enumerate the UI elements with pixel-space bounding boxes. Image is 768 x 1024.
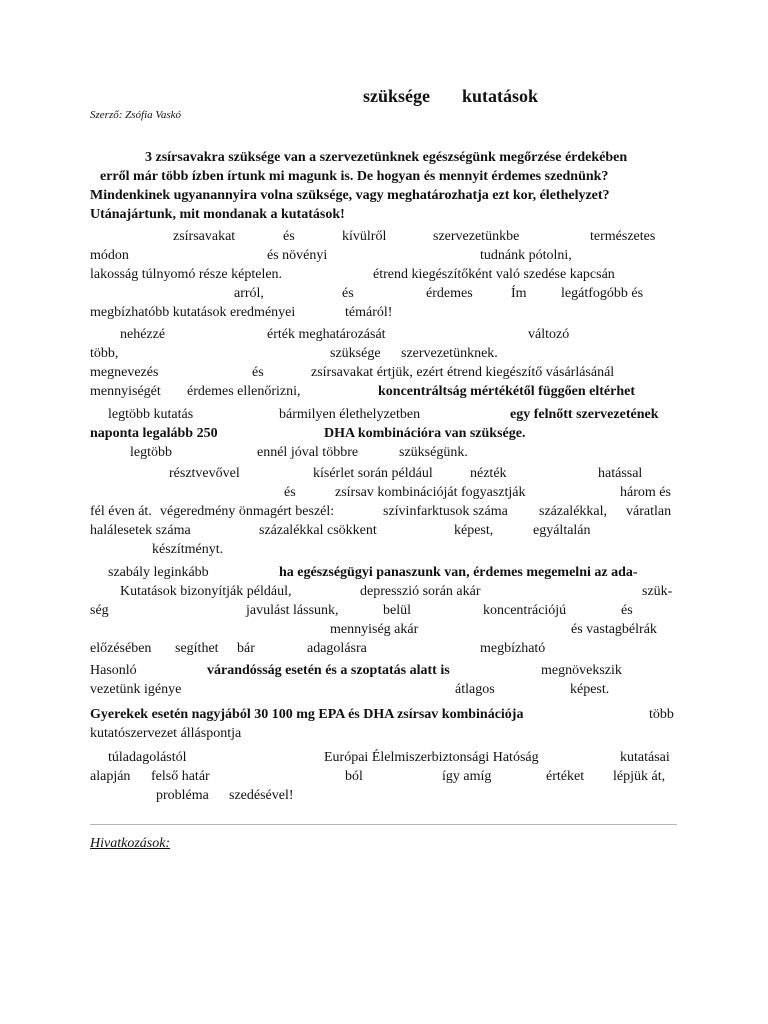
text-fragment: mennyiségét [90,384,161,399]
text-line [90,284,676,303]
text-fragment: érdemes [426,286,473,301]
text-fragment: zsírsavakat értjük, ezért étrend kiegészítő vásárlásánál [311,365,615,380]
text-fragment: tudnánk pótolni, [480,248,572,263]
text-line [90,227,676,246]
text-fragment: mennyiség akár [330,622,419,637]
text-line [90,325,676,344]
text-fragment: belül [383,603,411,618]
text-fragment: Hasonló [90,663,137,678]
text-fragment: lakosság túlnyomó része képtelen. [90,267,283,282]
text-line [90,661,676,680]
text-line [90,601,676,620]
text-fragment: kutatószervezet álláspontja [90,726,242,741]
text-fragment: megnövekszik [541,663,622,678]
text-fragment: nézték [470,466,507,481]
text-fragment: vezetünk igénye [90,682,182,697]
text-line [90,680,676,699]
text-fragment: Mindenkinek ugyanannyira volna szüksége, vagy meghatározhatja ezt kor, élethelyzet? [90,188,610,203]
references-heading: Hivatkozások: [90,836,171,851]
text-line [90,405,676,424]
text-fragment: Ím [511,286,527,301]
text-fragment: szüksége [330,346,381,361]
text-line [90,639,676,658]
text-fragment: legátfogóbb és [561,286,644,301]
text-fragment: szervezetünkbe [433,229,520,244]
text-line [90,620,676,639]
text-fragment: és [342,286,354,301]
text-fragment: résztvevővel [169,466,240,481]
text-line [90,424,676,443]
text-fragment: DHA kombinációra van szüksége. [324,426,526,441]
text-fragment: képest, [454,523,494,538]
text-line [90,167,676,186]
text-line [90,767,676,786]
text-fragment: ból [345,769,363,784]
text-line [90,786,676,805]
text-line [90,303,676,322]
text-fragment: és vastagbélrák [571,622,657,637]
text-fragment: érdemes ellenőrizni, [187,384,301,399]
text-fragment: és [252,365,264,380]
text-line [90,443,676,462]
text-fragment: javulást lássunk, [246,603,339,618]
text-fragment: megnevezés [90,365,159,380]
text-fragment: módon [90,248,129,263]
text-fragment: képest. [570,682,610,697]
text-fragment: ha egészségügyi panaszunk van, érdemes megemelni az ada- [279,565,638,580]
text-fragment: százalékkal csökkent [259,523,377,538]
text-fragment: három és [620,485,671,500]
text-fragment: segíthet [175,641,219,656]
text-fragment: egy felnőtt szervezetének [510,407,659,422]
text-fragment: végeredmény önmagért beszél: [160,504,335,519]
text-fragment: készítményt. [152,542,224,557]
text-fragment: fél éven át. [90,504,152,519]
text-line [90,205,676,224]
text-fragment: szívinfarktusok száma [383,504,508,519]
text-fragment: adagolásra [307,641,367,656]
text-fragment: és [284,485,296,500]
text-fragment: probléma [156,788,209,803]
text-fragment: halálesetek száma [90,523,191,538]
text-line [90,563,676,582]
text-fragment: megbízhatóbb kutatások eredményei [90,305,296,320]
text-fragment: ség [90,603,109,618]
text-fragment: erről már több ízben írtunk mi magunk is. De hogyan és mennyit érdemes szednünk? [100,169,609,184]
text-line [90,148,676,167]
text-fragment: koncentrációjú [483,603,567,618]
text-fragment: érték meghatározását [267,327,386,342]
text-fragment: zsírsavakat [173,229,236,244]
text-fragment: hatással [598,466,643,481]
text-fragment: egyáltalán [533,523,591,538]
text-fragment: százalékkal, [539,504,608,519]
text-line [90,464,676,483]
text-fragment: váratlan [626,504,672,519]
text-line [90,748,676,767]
text-fragment: étrend kiegészítőként való szedése kapcsán [373,267,615,282]
text-fragment: több [649,707,674,722]
text-fragment: ennél jóval többre [257,445,359,460]
text-fragment: előzésében [90,641,152,656]
text-fragment: szervezetünknek. [401,346,498,361]
author-line: Szerző: Zsófia Vaskó [90,109,182,121]
text-fragment: legtöbb [130,445,172,460]
text-fragment: szük- [642,584,673,599]
text-fragment: kísérlet során például [313,466,433,481]
title-word-1: szüksége [363,86,430,106]
text-fragment: koncentráltság mértékétől függően eltérhet [378,384,635,399]
text-fragment: Kutatások bizonyítják például, [120,584,292,599]
text-fragment: felső határ [151,769,210,784]
text-fragment: szabály leginkább [108,565,209,580]
text-line [90,363,676,382]
text-fragment: nehézzé [120,327,166,342]
text-line [90,382,676,401]
text-fragment: alapján [90,769,131,784]
text-fragment: lépjük át, [613,769,666,784]
text-fragment: várandósság esetén és a szoptatás alatt is [207,663,450,678]
text-fragment: szükségünk. [399,445,468,460]
text-line [90,540,676,559]
text-fragment: és [283,229,295,244]
text-fragment: kívülről [342,229,387,244]
text-fragment: naponta legalább 250 [90,426,218,441]
text-fragment: átlagos [455,682,495,697]
text-fragment: témáról! [345,305,393,320]
text-line [90,724,676,743]
text-line [90,265,676,284]
text-fragment: és növényi [267,248,328,263]
text-fragment: túladagolástól [108,750,187,765]
text-fragment: több, [90,346,119,361]
text-line [90,186,676,205]
text-fragment: legtöbb kutatás [108,407,194,422]
text-line [90,246,676,265]
section-divider [90,824,677,825]
text-fragment: természetes [590,229,656,244]
text-fragment: megbízható [480,641,546,656]
text-fragment: bár [237,641,255,656]
text-fragment: értéket [546,769,585,784]
text-line [90,705,676,724]
text-line [90,502,676,521]
text-fragment: szedésével! [229,788,294,803]
text-fragment: depresszió során akár [360,584,481,599]
title-word-2: kutatások [462,86,539,106]
text-line [90,344,676,363]
text-fragment: zsírsav kombinációját fogyasztják [335,485,526,500]
text-fragment: Utánajártunk, mit mondanak a kutatások! [90,207,345,222]
text-line [90,582,676,601]
text-fragment: arról, [234,286,264,301]
text-fragment: és [621,603,633,618]
text-fragment: 3 zsírsavakra szüksége van a szervezetünknek egészségünk megőrzése érdekében [145,150,628,165]
text-fragment: kutatásai [620,750,670,765]
text-fragment: változó [528,327,570,342]
text-fragment: Európai Élelmiszerbiztonsági Hatóság [324,750,539,765]
text-fragment: Gyerekek esetén nagyjából 30 100 mg EPA és DHA zsírsav kombinációja [90,707,524,722]
text-fragment: bármilyen élethelyzetben [279,407,421,422]
text-line [90,521,676,540]
text-line [90,483,676,502]
text-fragment: így amíg [442,769,492,784]
